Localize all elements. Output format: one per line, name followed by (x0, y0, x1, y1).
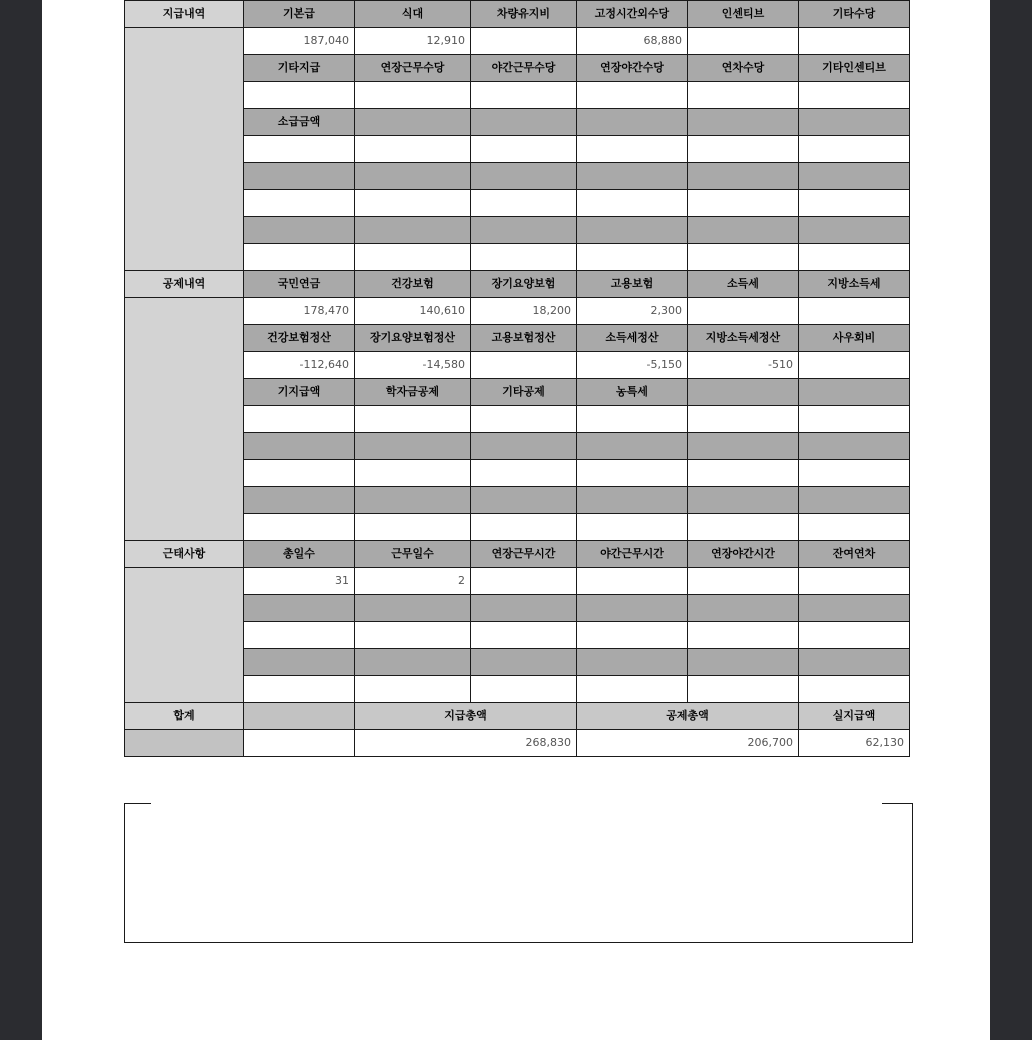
attendance-value (577, 568, 688, 595)
blank-cell (355, 622, 471, 649)
net-pay-label: 실지급액 (799, 703, 910, 730)
totals-section-label: 합계 (125, 703, 244, 730)
payment-header: 연장근무수당 (355, 55, 471, 82)
blank-cell (799, 514, 910, 541)
empty-header-cell (799, 595, 910, 622)
blank-cell (577, 136, 688, 163)
empty-header-cell (577, 649, 688, 676)
empty-header-cell (244, 163, 355, 190)
payment-value (688, 28, 799, 55)
blank-cell (244, 514, 355, 541)
empty-header-cell (355, 649, 471, 676)
blank-cell (577, 244, 688, 271)
payment-value: 187,040 (244, 28, 355, 55)
deduction-value: 178,470 (244, 298, 355, 325)
payment-value (799, 28, 910, 55)
blank-cell (577, 406, 688, 433)
empty-header-cell (688, 163, 799, 190)
attendance-header: 연장근무시간 (471, 541, 577, 568)
blank-cell (471, 622, 577, 649)
payment-value-row (125, 28, 910, 55)
memo-box-gap (151, 802, 882, 806)
deduction-header: 소득세정산 (577, 325, 688, 352)
blank-cell (244, 244, 355, 271)
attendance-value (688, 568, 799, 595)
payment-side-cell (125, 28, 244, 271)
empty-header-cell (577, 109, 688, 136)
attendance-value: 31 (244, 568, 355, 595)
deduction-header: 기타공제 (471, 379, 577, 406)
deduction-value: 18,200 (471, 298, 577, 325)
deduction-total-value: 206,700 (577, 730, 799, 757)
empty-header-cell (688, 109, 799, 136)
payment-header: 차량유지비 (471, 1, 577, 28)
empty-header-cell (577, 163, 688, 190)
blank-cell (799, 460, 910, 487)
empty-header-cell (471, 595, 577, 622)
attendance-header: 총일수 (244, 541, 355, 568)
empty-header-cell (799, 379, 910, 406)
payment-value (355, 82, 471, 109)
blank-cell (799, 676, 910, 703)
empty-header-cell (471, 217, 577, 244)
deduction-header: 학자금공제 (355, 379, 471, 406)
empty-header-cell (355, 487, 471, 514)
payment-header: 인센티브 (688, 1, 799, 28)
payment-header: 기타인센티브 (799, 55, 910, 82)
deduction-header: 장기요양보험정산 (355, 325, 471, 352)
attendance-header: 근무일수 (355, 541, 471, 568)
empty-header-cell (799, 163, 910, 190)
empty-header-cell (471, 163, 577, 190)
blank-cell (799, 622, 910, 649)
attendance-side-cell (125, 568, 244, 703)
attendance-value-row (125, 568, 910, 595)
totals-side-cell (125, 730, 244, 757)
blank-cell (471, 244, 577, 271)
deduction-header: 고용보험 (577, 271, 688, 298)
attendance-header: 연장야간시간 (688, 541, 799, 568)
blank-cell (577, 460, 688, 487)
blank-cell (577, 514, 688, 541)
blank-cell (355, 514, 471, 541)
blank-cell (688, 190, 799, 217)
blank-cell (577, 190, 688, 217)
empty-header-cell (799, 433, 910, 460)
deduction-total-label: 공제총액 (577, 703, 799, 730)
deduction-value: -510 (688, 352, 799, 379)
payment-header-row (125, 1, 910, 28)
empty-header-cell (799, 109, 910, 136)
payment-header: 소급금액 (244, 109, 355, 136)
empty-header-cell (355, 163, 471, 190)
empty-header-cell (244, 703, 355, 730)
blank-cell (355, 136, 471, 163)
attendance-section-label: 근태사항 (125, 541, 244, 568)
blank-cell (688, 244, 799, 271)
payment-header: 식대 (355, 1, 471, 28)
attendance-value: 2 (355, 568, 471, 595)
deduction-side-cell (125, 298, 244, 541)
deduction-header: 농특세 (577, 379, 688, 406)
totals-value-row (125, 730, 910, 757)
deduction-value: -14,580 (355, 352, 471, 379)
payment-value (471, 28, 577, 55)
empty-header-cell (471, 487, 577, 514)
payment-value: 12,910 (355, 28, 471, 55)
blank-cell (244, 676, 355, 703)
attendance-value (471, 568, 577, 595)
deduction-header: 지방소득세 (799, 271, 910, 298)
blank-cell (471, 514, 577, 541)
deduction-header: 지방소득세정산 (688, 325, 799, 352)
deduction-header: 건강보험정산 (244, 325, 355, 352)
blank-cell (688, 514, 799, 541)
attendance-header: 야간근무시간 (577, 541, 688, 568)
blank-cell (244, 136, 355, 163)
deduction-header: 고용보험정산 (471, 325, 577, 352)
deduction-header: 소득세 (688, 271, 799, 298)
blank-cell (244, 406, 355, 433)
blank-cell (355, 460, 471, 487)
payment-value (688, 82, 799, 109)
empty-header-cell (355, 109, 471, 136)
empty-header-cell (688, 217, 799, 244)
payslip-table (124, 0, 910, 757)
blank-cell (355, 190, 471, 217)
empty-header-cell (688, 649, 799, 676)
deduction-header: 국민연금 (244, 271, 355, 298)
empty-header-cell (799, 217, 910, 244)
blank-cell (799, 244, 910, 271)
empty-header-cell (799, 487, 910, 514)
blank-cell (244, 460, 355, 487)
empty-header-cell (244, 649, 355, 676)
empty-header-cell (799, 649, 910, 676)
empty-header-cell (355, 595, 471, 622)
empty-header-cell (244, 217, 355, 244)
empty-header-cell (688, 487, 799, 514)
blank-cell (471, 190, 577, 217)
empty-header-cell (471, 109, 577, 136)
blank-cell (355, 676, 471, 703)
empty-header-cell (688, 433, 799, 460)
payment-value (577, 82, 688, 109)
payment-total-label: 지급총액 (355, 703, 577, 730)
empty-header-cell (355, 217, 471, 244)
blank-cell (688, 406, 799, 433)
blank-cell (244, 730, 355, 757)
deduction-section-label: 공제내역 (125, 271, 244, 298)
deduction-value: -5,150 (577, 352, 688, 379)
blank-cell (244, 190, 355, 217)
payment-header: 고정시간외수당 (577, 1, 688, 28)
deduction-header: 장기요양보험 (471, 271, 577, 298)
empty-header-cell (577, 217, 688, 244)
net-pay-value: 62,130 (799, 730, 910, 757)
deduction-value (799, 298, 910, 325)
payment-header: 야간근무수당 (471, 55, 577, 82)
blank-cell (799, 190, 910, 217)
payment-value (471, 82, 577, 109)
deduction-header: 건강보험 (355, 271, 471, 298)
deduction-value: 140,610 (355, 298, 471, 325)
payment-value (799, 82, 910, 109)
blank-cell (799, 136, 910, 163)
empty-header-cell (244, 433, 355, 460)
blank-cell (799, 406, 910, 433)
blank-cell (688, 460, 799, 487)
blank-cell (471, 460, 577, 487)
blank-cell (471, 136, 577, 163)
payment-header: 기타지급 (244, 55, 355, 82)
deduction-value (799, 352, 910, 379)
payment-total-value: 268,830 (355, 730, 577, 757)
blank-cell (577, 622, 688, 649)
deduction-value-row (125, 298, 910, 325)
deduction-header: 기지급액 (244, 379, 355, 406)
empty-header-cell (244, 487, 355, 514)
payment-value (244, 82, 355, 109)
deduction-header: 사우회비 (799, 325, 910, 352)
payment-section-label: 지급내역 (125, 1, 244, 28)
empty-header-cell (471, 433, 577, 460)
totals-header-row (125, 703, 910, 730)
deduction-value: 2,300 (577, 298, 688, 325)
deduction-value (471, 352, 577, 379)
empty-header-cell (244, 595, 355, 622)
deduction-header-row (125, 271, 910, 298)
blank-cell (577, 676, 688, 703)
blank-cell (471, 406, 577, 433)
attendance-header-row (125, 541, 910, 568)
deduction-value (688, 298, 799, 325)
empty-header-cell (688, 595, 799, 622)
attendance-header: 잔여연차 (799, 541, 910, 568)
payment-value: 68,880 (577, 28, 688, 55)
blank-cell (355, 406, 471, 433)
payment-header: 기본급 (244, 1, 355, 28)
memo-box (124, 803, 913, 943)
blank-cell (471, 676, 577, 703)
blank-cell (244, 622, 355, 649)
blank-cell (688, 136, 799, 163)
blank-cell (688, 676, 799, 703)
empty-header-cell (577, 595, 688, 622)
payment-header: 연차수당 (688, 55, 799, 82)
empty-header-cell (688, 379, 799, 406)
attendance-value (799, 568, 910, 595)
payment-header: 연장야간수당 (577, 55, 688, 82)
blank-cell (355, 244, 471, 271)
blank-cell (688, 622, 799, 649)
payment-header: 기타수당 (799, 1, 910, 28)
empty-header-cell (577, 433, 688, 460)
deduction-value: -112,640 (244, 352, 355, 379)
empty-header-cell (577, 487, 688, 514)
empty-header-cell (471, 649, 577, 676)
empty-header-cell (355, 433, 471, 460)
